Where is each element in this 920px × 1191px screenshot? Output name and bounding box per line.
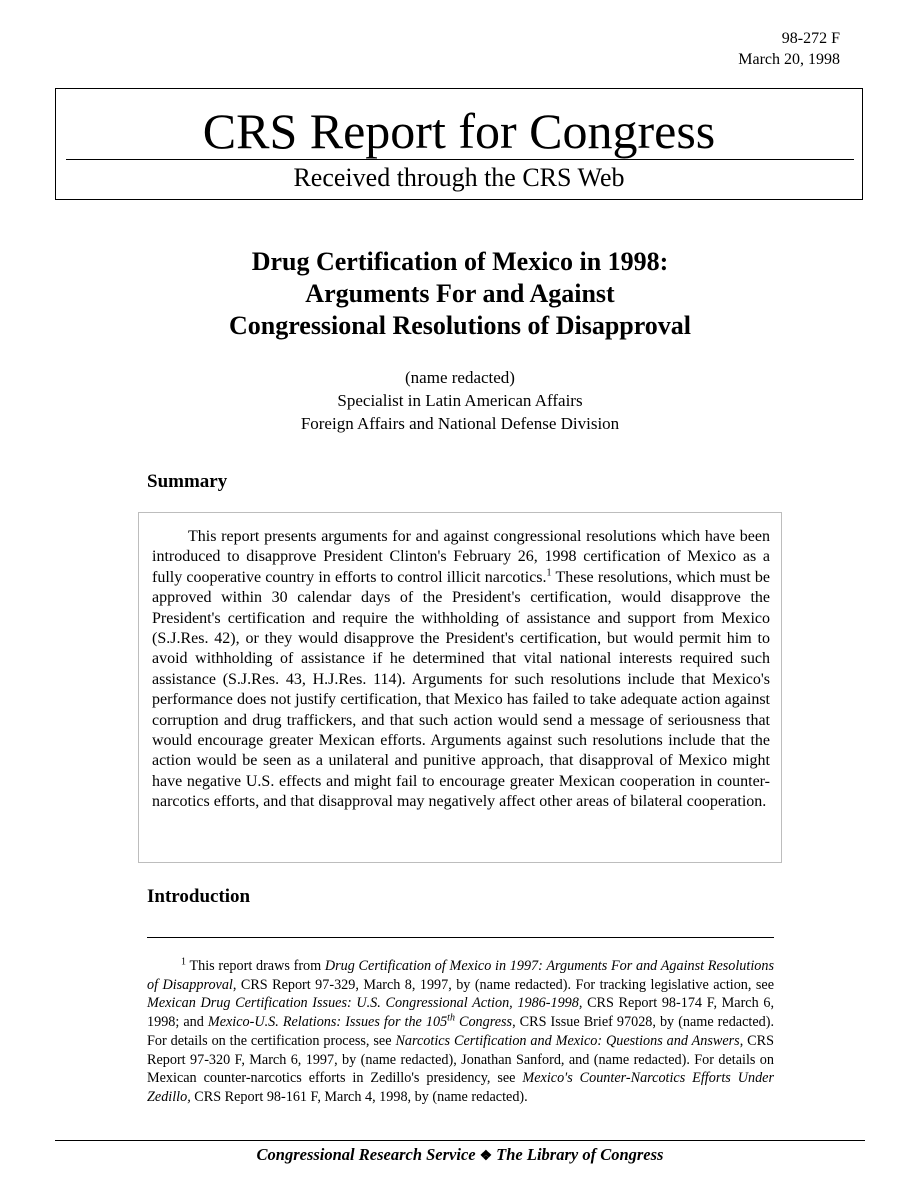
- footnote-text: This report draws from: [186, 958, 325, 974]
- report-header-box: [55, 88, 863, 200]
- footnote-divider: [147, 937, 774, 938]
- footer-divider: [55, 1140, 865, 1141]
- report-identifier: [738, 28, 840, 70]
- header-title: CRS Report for Congress: [202, 103, 716, 159]
- cited-report-title: Mexico-U.S. Relations: Issues for the 105: [207, 1014, 448, 1031]
- summary-text-part: This report presents arguments for and against congressional resolutions which have been introduced to disapprove President Clinton's February 26, 1998 certification of Mexico as a fully cooperative country in efforts to control illicit narcotics.: [152, 528, 770, 586]
- introduction-heading: Introduction: [147, 886, 251, 907]
- footnote-text: , CRS Issue Brief 97028, by (name redacted). For details on the certification process, see: [147, 1014, 774, 1049]
- title-line: Arguments For and Against: [305, 279, 615, 308]
- footnote-text: CRS Report 98-161 F, March 4, 1998, by (name redacted).: [190, 1088, 528, 1105]
- footnote-marker: 1: [181, 956, 186, 968]
- report-number: 98-272 F: [781, 30, 840, 47]
- footnote-text: , CRS Report 97-329, March 8, 1997, by (name redacted). For tracking legislative action, see: [232, 976, 774, 993]
- title-line: Congressional Resolutions of Disapproval: [228, 311, 692, 340]
- footnote-reference[interactable]: 1: [546, 567, 552, 579]
- cited-report-title: Drug Certification of Mexico in 1997: Arguments For and Against Resolutions of Disapproval: [147, 958, 774, 993]
- cited-report-title: Congress: [454, 1014, 513, 1031]
- author-division: Foreign Affairs and National Defense Division: [300, 414, 620, 433]
- author-position: Specialist in Latin American Affairs: [337, 391, 583, 410]
- document-title: [0, 246, 920, 342]
- diamond-ornament-icon: ❖: [479, 1149, 493, 1164]
- footer-organization: Congressional Research Service: [256, 1145, 476, 1164]
- author-block: [0, 366, 920, 435]
- cited-report-title: Mexico's Counter-Narcotics Efforts Under Zedillo,: [147, 1070, 774, 1105]
- header-subtitle: Received through the CRS Web: [293, 163, 625, 192]
- cited-report-title: Narcotics Certification and Mexico: Questions and Answers: [395, 1032, 740, 1049]
- cited-report-title: Mexican Drug Certification Issues: U.S. Congressional Action, 1986-1998,: [147, 995, 583, 1012]
- footer-library: The Library of Congress: [496, 1145, 664, 1164]
- footnote-text: , CRS Report 97-320 F, March 6, 1997, by (name redacted), Jonathan Sanford, and (name redacted). For details on Mexican counter-narcotics efforts in Zedillo's presidency, see: [147, 1032, 774, 1087]
- summary-heading: Summary: [147, 471, 228, 492]
- page-footer: [0, 1144, 920, 1168]
- footnote: [147, 957, 774, 1107]
- header-divider: [66, 159, 854, 160]
- summary-box: [138, 512, 782, 863]
- summary-paragraph: [152, 527, 770, 813]
- footnote-text: CRS Report 98-174 F, March 6, 1998; and: [147, 995, 775, 1031]
- ordinal-suffix: th: [447, 1012, 455, 1024]
- title-line: Drug Certification of Mexico in 1998:: [251, 247, 669, 276]
- author-name: (name redacted): [405, 368, 515, 387]
- summary-text-part: These resolutions, which must be approved within 30 calendar days of the President's certification, would disapprove the President's certification and require the withholding of assistance and support from Mexico (S.J.Res. 42), or they would disapprove the President's certification, but would permit him to avoid withholding of assistance if he determined that vital national interests required such assistance (S.J.Res. 43, H.J.Res. 114). Arguments for such resolutions include that Mexico's performance does not justify certification, that Mexico has failed to take adequate action against corruption and drug traffickers, and that such action would send a message of seriousness that would encourage greater Mexican efforts. Arguments against such resolutions include that the action would be seen as a unilateral and punitive approach, that disapproval of Mexico might have negative U.S. effects and might fail to encourage greater Mexican cooperation in counter-narcotics efforts, and that disapproval may negatively affect other areas of bilateral cooperation.: [152, 568, 771, 811]
- report-date: March 20, 1998: [738, 51, 840, 68]
